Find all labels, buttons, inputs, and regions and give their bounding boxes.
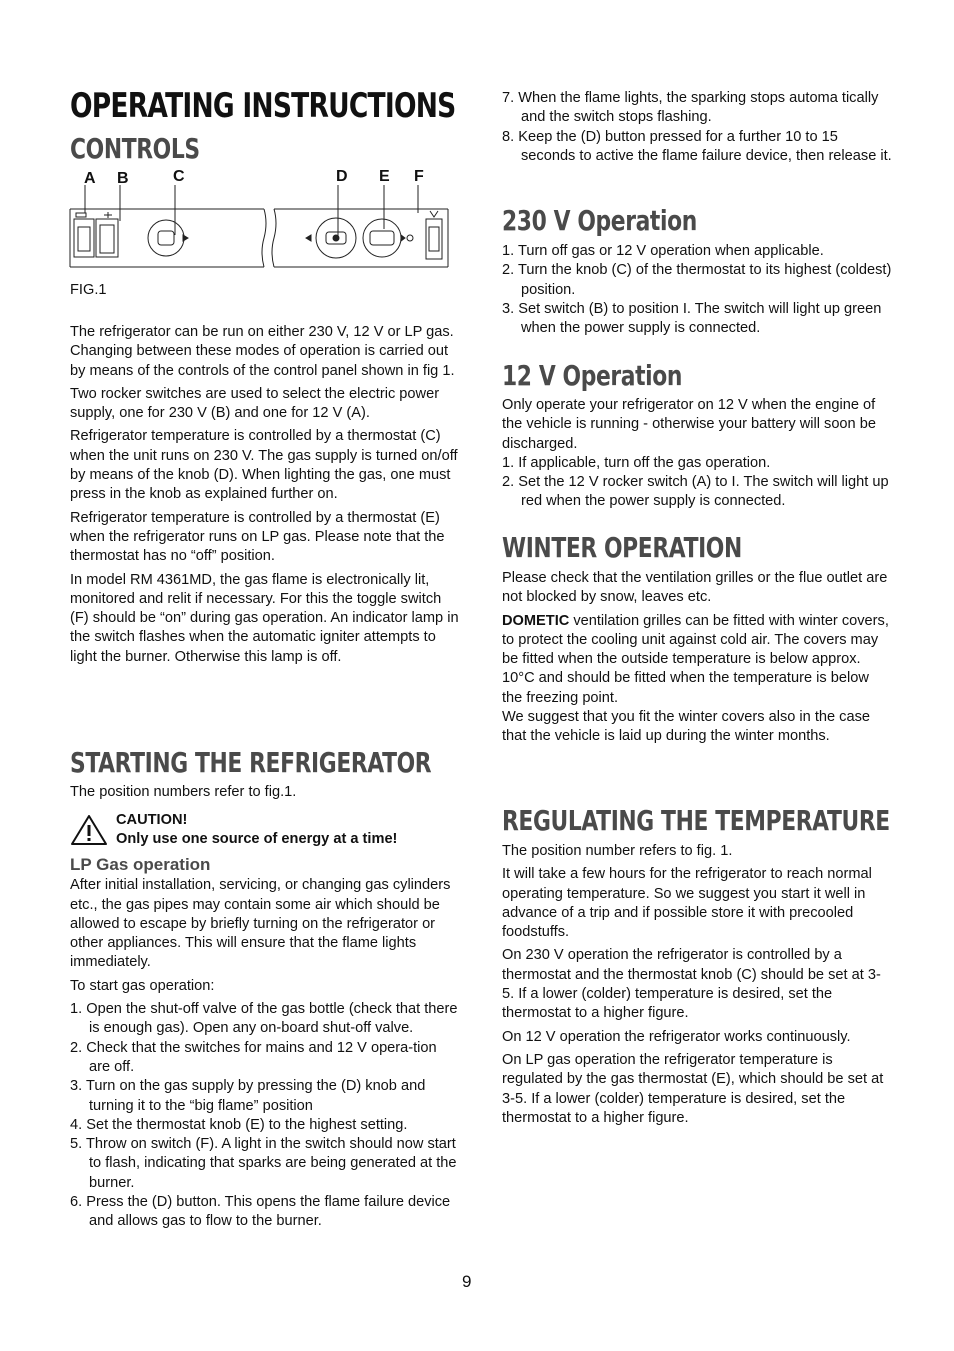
list-item: 1. If applicable, turn off the gas operation.	[502, 454, 771, 471]
caution-title: CAUTION!	[116, 812, 188, 828]
fig-label-c: C	[173, 168, 185, 185]
fig-label-e: E	[379, 168, 390, 185]
gas-steps-list	[70, 1000, 460, 1232]
gas-steps-continued	[502, 89, 892, 166]
regulating-paragraph: On 12 V operation the refrigerator works continuously.	[502, 1028, 851, 1045]
lp-intro: After initial installation, servicing, or changing gas cylinders etc., the gas pipes may contain some air which should be allowed to escape by briefly turning on the refrigerator or other appliances. This will ensure that the flame lights immediately.	[70, 877, 451, 971]
regulating-paragraph: The position number refers to fig. 1.	[502, 843, 733, 859]
list-item: 4. Set the thermostat knob (E) to the highest setting.	[70, 1116, 408, 1133]
list-item: 3. Turn on the gas supply by pressing the (D) knob and turning it to the “big flame” position	[70, 1078, 426, 1114]
controls-paragraph: Two rocker switches are used to select the electric power supply, one for 230 V (B) and one for 12 V (A).	[70, 385, 440, 422]
fig-caption: FIG.1	[70, 282, 107, 298]
op12-steps	[502, 454, 892, 512]
winter-paragraph: We suggest that you fit the winter covers also in the case that the vehicle is laid up during the winter months.	[502, 709, 871, 745]
to-start-text: To start gas operation:	[70, 977, 215, 994]
op230-heading: 230 V Operation	[502, 204, 697, 237]
op12-heading: 12 V Operation	[502, 359, 683, 392]
winter-paragraph: Please check that the ventilation grilles or the flue outlet are not blocked by snow, leaves etc.	[502, 570, 888, 606]
starting-intro: The position numbers refer to fig.1.	[70, 784, 297, 800]
control-panel-figure	[68, 185, 452, 271]
list-item: 7. When the flame lights, the sparking stops automa tically and the switch stops flashing.	[502, 90, 879, 126]
list-item: 3. Set switch (B) to position I. The switch will light up green when the power supply is connected.	[502, 300, 882, 337]
controls-paragraph: Refrigerator temperature is controlled by a thermostat (E) when the refrigerator runs on LP gas. Please note that the thermostat has no “off” position.	[70, 509, 445, 565]
regulating-paragraph: On LP gas operation the refrigerator temperature is regulated by the gas thermostat (E), which should be set at 3-5. If a lower (colder) temperature is desired, set the thermostat to a higher figure.	[502, 1051, 884, 1126]
fig-label-f: F	[414, 168, 424, 185]
list-item: 5. Throw on switch (F). A light in the switch should now start to flash, indicating that sparks are being generated at the burner.	[70, 1136, 457, 1191]
op12-intro: Only operate your refrigerator on 12 V when the engine of the vehicle is running - otherwise your battery will soon be discharged.	[502, 397, 876, 452]
page-title: OPERATING INSTRUCTIONS	[70, 86, 456, 126]
controls-paragraph: In model RM 4361MD, the gas flame is electronically lit, monitored and relit if necessary. For this the toggle switch (F) should be “on” during gas operation. An indicator lamp in the switch flashes when the automatic igniter attempts to light the burner. Otherwise this lamp is off.	[70, 571, 459, 665]
list-item: 2. Turn the knob (C) of the thermostat to its highest (coldest) position.	[502, 262, 892, 298]
list-item: 2. Check that the switches for mains and 12 V opera-tion are off.	[70, 1039, 437, 1075]
warning-triangle-icon	[70, 814, 108, 846]
lp-gas-heading: LP Gas operation	[70, 855, 211, 874]
list-item: 6. Press the (D) button. This opens the flame failure device and allows gas to flow to the burner.	[70, 1194, 451, 1230]
regulating-paragraph: It will take a few hours for the refrigerator to reach normal operating temperature. So we suggest you start it well in advance of a trip and if possible store it with precooled foodstuffs.	[502, 866, 872, 941]
controls-paragraph: Refrigerator temperature is controlled by a thermostat (C) when the unit runs on 230 V. The gas supply is turned on/off by means of the knob (D). When lighting the gas, one must press in the knob as explained further on.	[70, 428, 458, 503]
winter-heading: WINTER OPERATION	[502, 531, 742, 564]
winter-paragraph: DOMETIC ventilation grilles can be fitted with winter covers, to protect the cooling unit against cold air. The covers may be fitted when the outside temperature is below approx. 10°C and should be fitted when the temperature is below the freezing point.	[502, 612, 889, 706]
starting-heading: STARTING THE REFRIGERATOR	[70, 746, 432, 779]
brand-name: DOMETIC	[502, 612, 570, 629]
list-item: 2. Set the 12 V rocker switch (A) to I. The switch will light up red when the power supply is connected.	[502, 474, 889, 510]
controls-heading: CONTROLS	[70, 132, 200, 165]
regulating-heading: REGULATING THE TEMPERATURE	[502, 804, 890, 837]
list-item: 1. Turn off gas or 12 V operation when applicable.	[502, 243, 824, 259]
page-number: 9	[462, 1272, 472, 1291]
caution-text: Only use one source of energy at a time!	[116, 831, 398, 848]
fig-label-b: B	[117, 170, 129, 187]
list-item: 1. Open the shut-off valve of the gas bottle (check that there is enough gas). Open any on-board shut-off valve.	[70, 1001, 458, 1037]
regulating-paragraph: On 230 V operation the refrigerator is controlled by a thermostat and the thermostat knob (C) should be set at 3-5. If a lower (colder) temperature is desired, set the thermostat to a higher figure.	[502, 947, 881, 1022]
list-item: 8. Keep the (D) button pressed for a further 10 to 15 seconds to active the flame failure device, then release it.	[502, 128, 892, 164]
op230-steps	[502, 242, 892, 338]
controls-paragraph: The refrigerator can be run on either 230 V, 12 V or LP gas. Changing between these modes of operation is carried out by means of the controls of the control panel shown in fig 1.	[70, 324, 455, 379]
fig-label-d: D	[336, 168, 348, 185]
fig-label-a: A	[84, 170, 96, 187]
